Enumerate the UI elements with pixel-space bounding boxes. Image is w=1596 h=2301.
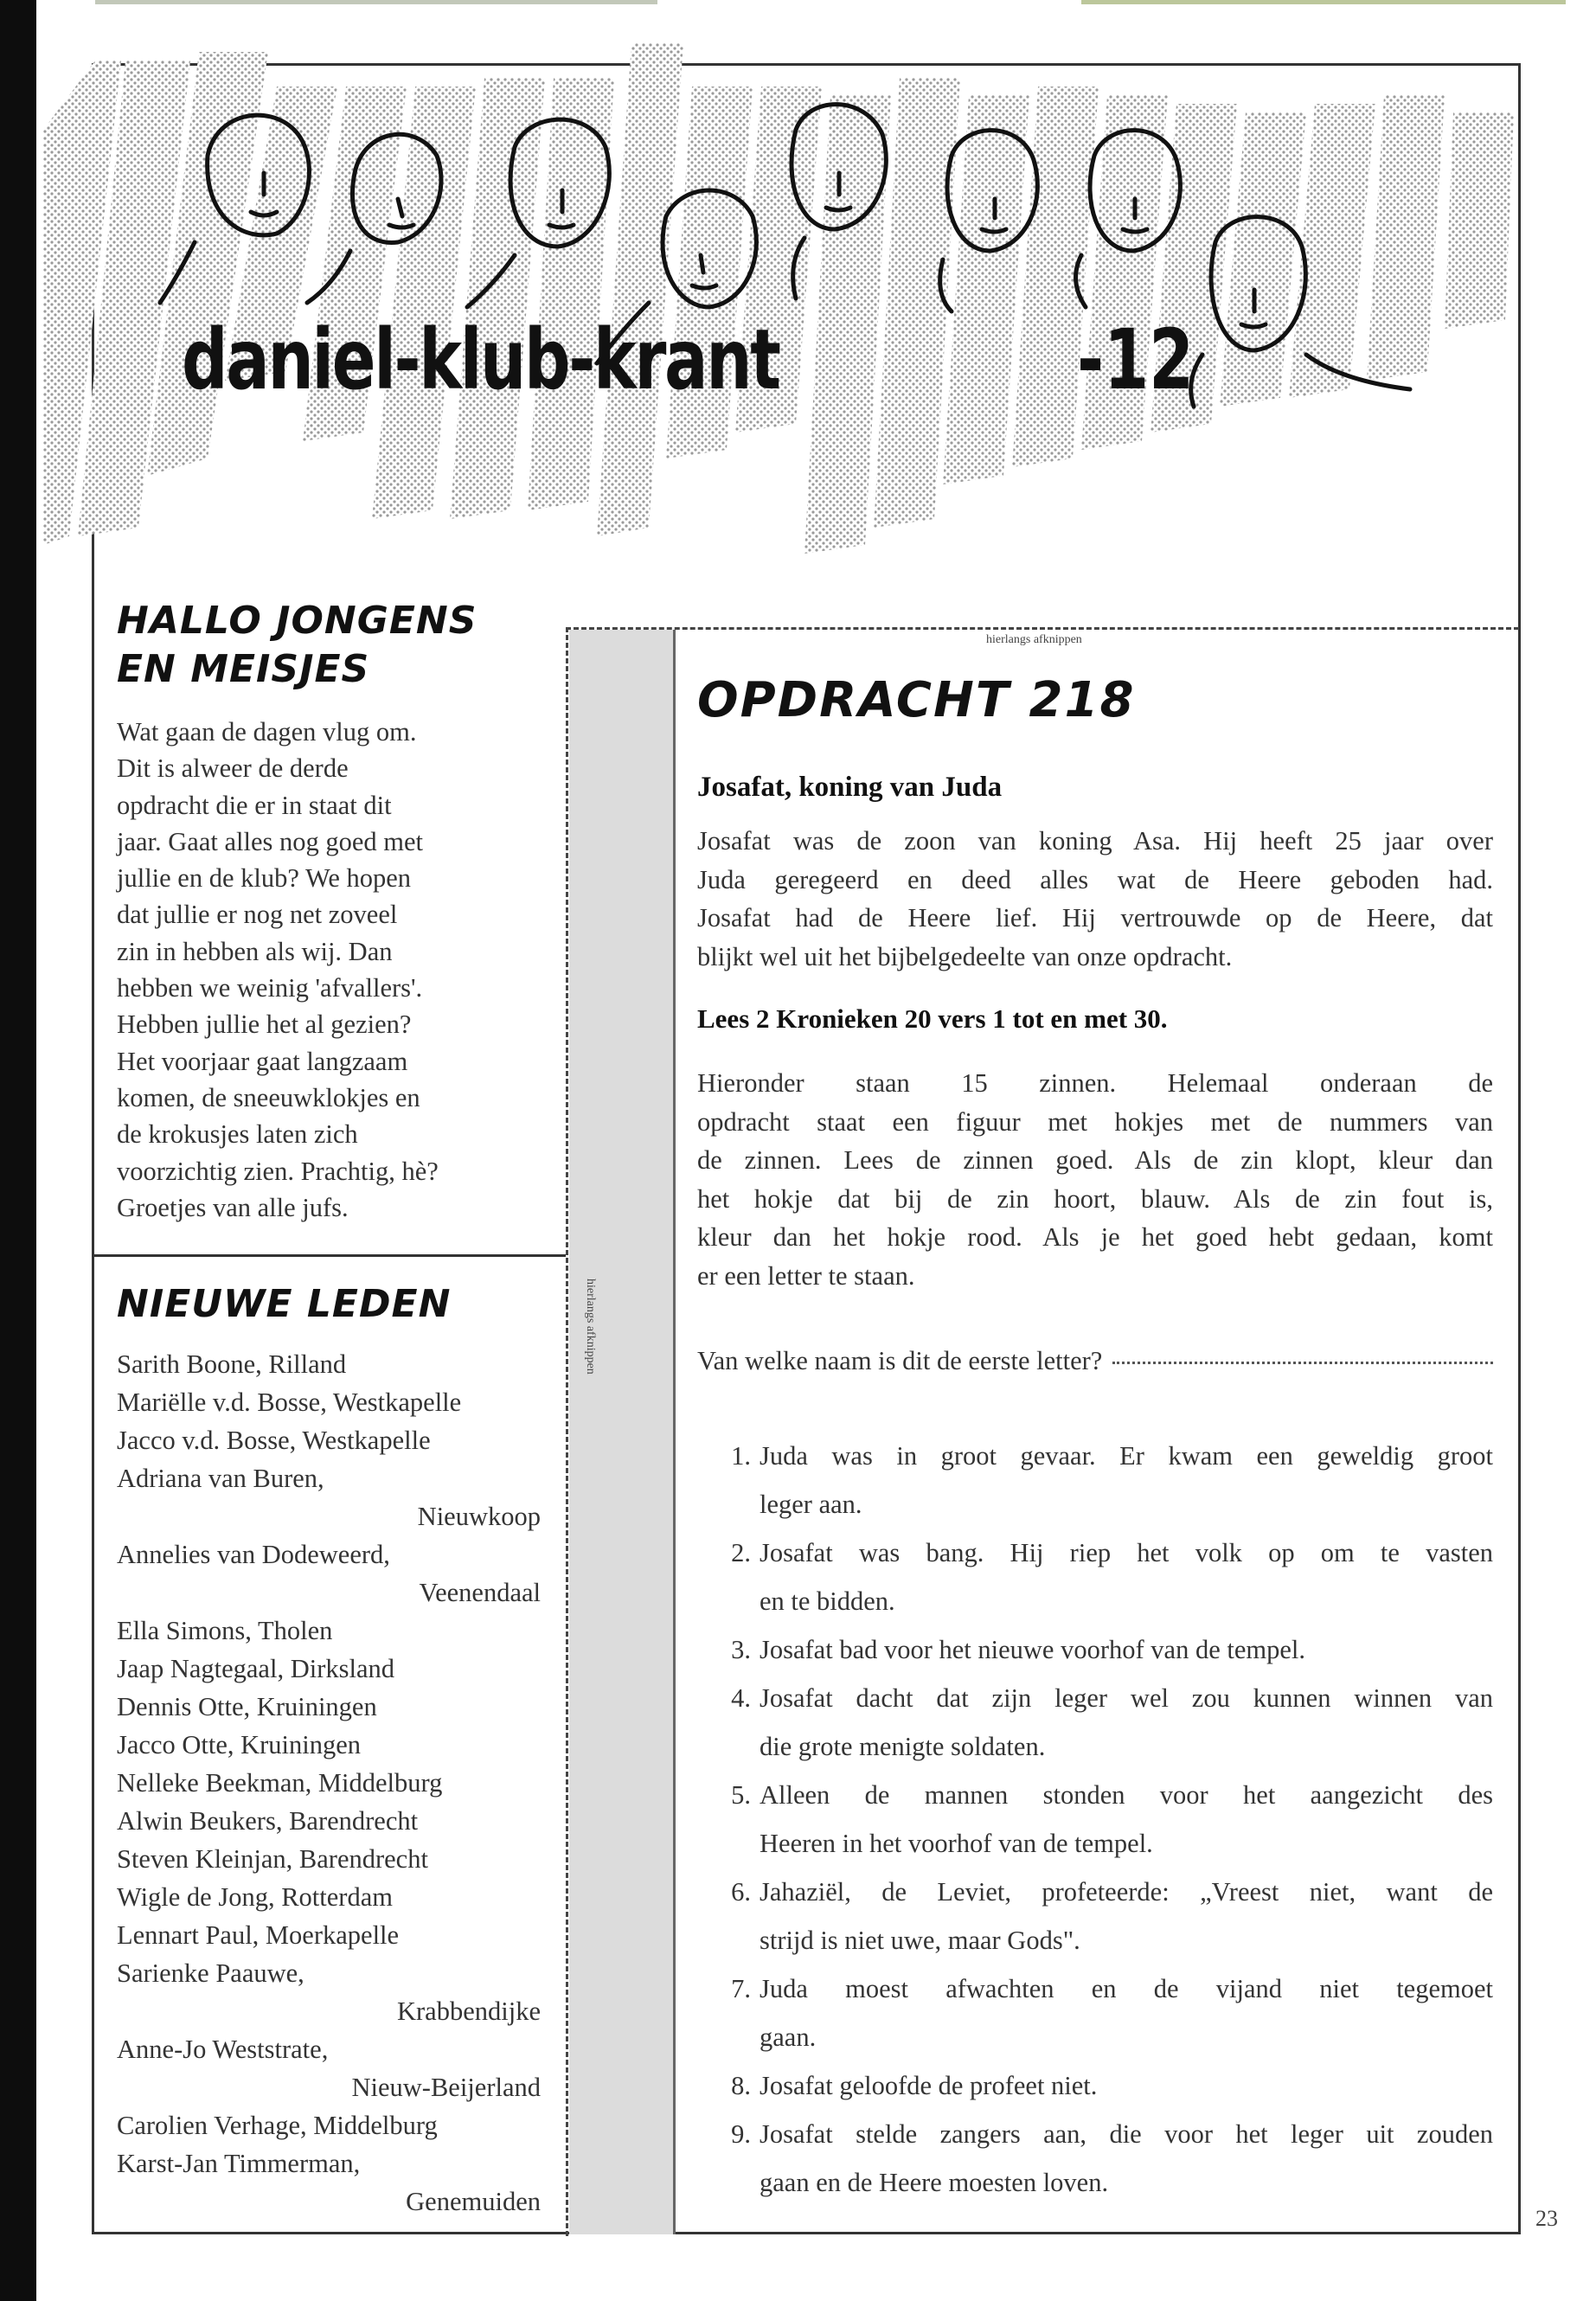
statement-number: 9. — [731, 2119, 751, 2149]
instruction-line: er een letter te staan. — [697, 1260, 915, 1291]
masthead-title: daniel-klub-krant — [182, 311, 779, 408]
hallo-line: Dit is alweer de derde — [117, 753, 349, 784]
cut-margin-edge — [673, 630, 676, 2234]
cut-line-horizontal — [566, 627, 1519, 630]
member-entry: Ella Simons, Tholen — [117, 1616, 333, 1645]
statement-line: Josafat stelde zangers aan, die voor het leger uit zouden — [760, 2119, 1493, 2149]
section-divider — [92, 1254, 566, 1257]
member-entry: Alwin Beukers, Barendrecht — [117, 1806, 419, 1836]
hallo-line: Het voorjaar gaat langzaam — [117, 1046, 408, 1076]
statement — [709, 1625, 1493, 1674]
statement-line: en te bidden. — [760, 1586, 895, 1616]
hallo-signoff: Groetjes van alle jufs. — [117, 1192, 349, 1222]
statement-line: gaan en de Heere moesten loven. — [760, 2168, 1109, 2197]
member-city: Veenendaal — [419, 1578, 541, 1607]
statement-list — [709, 1432, 1493, 2207]
hallo-line: voorzichtig zien. Prachtig, hè? — [117, 1156, 439, 1186]
member-city: Nieuwkoop — [417, 1502, 541, 1531]
member-entry: Annelies van Dodeweerd, — [117, 1540, 390, 1569]
member-city: Krabbendijke — [397, 1997, 541, 2026]
hallo-line: zin in hebben als wij. Dan — [117, 936, 393, 966]
statement-line: Heeren in het voorhof van de tempel. — [760, 1829, 1153, 1858]
opdracht-subtitle: Josafat, koning van Juda — [697, 772, 1003, 803]
statement-number: 2. — [731, 1538, 751, 1567]
opdracht-instructions — [697, 1064, 1493, 1295]
masthead-illustration — [43, 26, 1540, 580]
instruction-line: Hieronder staan 15 zinnen. Helemaal onderaan de — [697, 1068, 1493, 1098]
member-entry: Adriana van Buren, — [117, 1464, 324, 1493]
issue-number: -12 — [1077, 311, 1195, 408]
statement-line: Josafat dacht dat zijn leger wel zou kunnen winnen van — [760, 1683, 1493, 1713]
statement-line: strijd is niet uwe, maar Gods". — [760, 1926, 1080, 1955]
answer-blank[interactable] — [1112, 1362, 1493, 1364]
hallo-line: de krokusjes laten zich — [117, 1119, 358, 1150]
top-edge-mark — [95, 0, 657, 4]
member-entry: Anne-Jo Weststrate, — [117, 2035, 329, 2064]
hallo-line: Wat gaan de dagen vlug om. — [117, 717, 417, 747]
statement-line: Josafat was bang. Hij riep het volk op om te vasten — [760, 1538, 1493, 1567]
page-number: 23 — [1535, 2206, 1558, 2231]
children-faces-drawing — [43, 26, 1540, 580]
hallo-line: komen, de sneeuwklokjes en — [117, 1082, 420, 1112]
cut-label-top: hierlangs afknippen — [986, 633, 1082, 646]
hallo-line: opdracht die er in staat dit — [117, 790, 392, 820]
hallo-line: hebben we weinig 'afvallers'. — [117, 973, 423, 1003]
statement — [709, 1771, 1493, 1868]
statement-line: Josafat geloofde de profeet niet. — [760, 2071, 1098, 2100]
member-entry: Sarienke Paauwe, — [117, 1958, 304, 1988]
hallo-section — [117, 597, 567, 694]
hallo-heading-line-2: EN MEISJES — [117, 647, 370, 691]
member-list — [117, 1345, 541, 2221]
statement-line: Juda moest afwachten en de vijand niet tegemoet — [760, 1974, 1493, 2003]
member-city: Genemuiden — [406, 2187, 541, 2216]
statement — [709, 2061, 1493, 2110]
statement-number: 7. — [731, 1974, 751, 2003]
hallo-line: Hebben jullie het al gezien? — [117, 1009, 412, 1040]
statement-line: leger aan. — [760, 1490, 862, 1519]
scan-edge-bar — [0, 0, 36, 2301]
statement — [709, 1529, 1493, 1625]
member-entry: Mariëlle v.d. Bosse, Westkapelle — [117, 1388, 462, 1417]
member-entry: Jaap Nagtegaal, Dirksland — [117, 1654, 394, 1683]
bible-reading: Lees 2 Kronieken 20 vers 1 tot en met 30. — [697, 1003, 1168, 1034]
statement-number: 4. — [731, 1683, 751, 1713]
instruction-line: kleur dan het hokje rood. Als je het goed hebt gedaan, komt — [697, 1222, 1493, 1252]
nieuwe-leden-section — [117, 1280, 451, 1329]
hallo-heading-line-1: HALLO JONGENS — [117, 599, 478, 643]
statement — [709, 1432, 1493, 1529]
hallo-line: jaar. Gaat alles nog goed met — [117, 826, 424, 856]
member-entry: Nelleke Beekman, Middelburg — [117, 1768, 443, 1798]
statement-number: 6. — [731, 1877, 751, 1907]
answer-question — [697, 1346, 1493, 1376]
statement — [709, 1868, 1493, 1965]
member-city: Nieuw-Beijerland — [351, 2073, 541, 2102]
opdracht-intro — [697, 822, 1493, 976]
hallo-line: jullie en de klub? We hopen — [117, 863, 412, 894]
statement-line: Alleen de mannen stonden voor het aangezicht des — [760, 1780, 1493, 1810]
statement-line: Josafat bad voor het nieuwe voorhof van de tempel. — [760, 1635, 1305, 1664]
nieuwe-leden-heading: NIEUWE LEDEN — [117, 1282, 452, 1326]
member-entry: Jacco Otte, Kruiningen — [117, 1730, 362, 1759]
intro-line: Josafat had de Heere lief. Hij vertrouwde op de Heere, dat — [697, 903, 1493, 933]
intro-line: blijkt wel uit het bijbelgedeelte van onze opdracht. — [697, 941, 1233, 971]
member-entry: Steven Kleinjan, Barendrecht — [117, 1844, 428, 1874]
statement — [709, 1674, 1493, 1771]
opdracht-heading: OPDRACHT 218 — [697, 672, 1136, 728]
cut-label-side: hierlangs afknippen — [584, 1279, 597, 1375]
hallo-line: dat jullie er nog net zoveel — [117, 900, 398, 930]
member-entry: Karst-Jan Timmerman, — [117, 2149, 361, 2178]
statement-line: Juda was in groot gevaar. Er kwam een geweldig groot — [760, 1441, 1493, 1471]
top-edge-mark — [1081, 0, 1566, 4]
member-entry: Sarith Boone, Rilland — [117, 1349, 347, 1379]
instruction-line: de zinnen. Lees de zinnen goed. Als de zin klopt, kleur dan — [697, 1145, 1493, 1175]
statement-number: 3. — [731, 1635, 751, 1664]
member-entry: Lennart Paul, Moerkapelle — [117, 1920, 400, 1950]
instruction-line: het hokje dat bij de zin hoort, blauw. Als de zin fout is, — [697, 1183, 1493, 1214]
statement-number: 1. — [731, 1441, 751, 1471]
statement-line: gaan. — [760, 2022, 817, 2052]
statement-number: 8. — [731, 2071, 751, 2100]
cut-margin-strip — [569, 630, 675, 2234]
hallo-body — [117, 714, 567, 1226]
cut-line-vertical — [566, 627, 568, 2236]
member-entry: Jacco v.d. Bosse, Westkapelle — [117, 1426, 431, 1455]
member-entry: Dennis Otte, Kruiningen — [117, 1692, 377, 1721]
opdracht-section — [697, 670, 1493, 731]
member-entry: Wigle de Jong, Rotterdam — [117, 1882, 393, 1912]
statement-line: Jahaziël, de Leviet, profeteerde: „Vreest niet, want de — [760, 1877, 1493, 1907]
member-entry: Carolien Verhage, Middelburg — [117, 2111, 438, 2140]
intro-line: Juda geregeerd en deed alles wat de Heere geboden had. — [697, 864, 1493, 894]
statement-line: die grote menigte soldaten. — [760, 1732, 1046, 1761]
statement-number: 5. — [731, 1780, 751, 1810]
intro-line: Josafat was de zoon van koning Asa. Hij heeft 25 jaar over — [697, 826, 1493, 856]
question-text: Van welke naam is dit de eerste letter? — [697, 1346, 1103, 1375]
statement — [709, 1965, 1493, 2061]
instruction-line: opdracht staat een figuur met hokjes met de nummers van — [697, 1106, 1493, 1137]
statement — [709, 2110, 1493, 2207]
